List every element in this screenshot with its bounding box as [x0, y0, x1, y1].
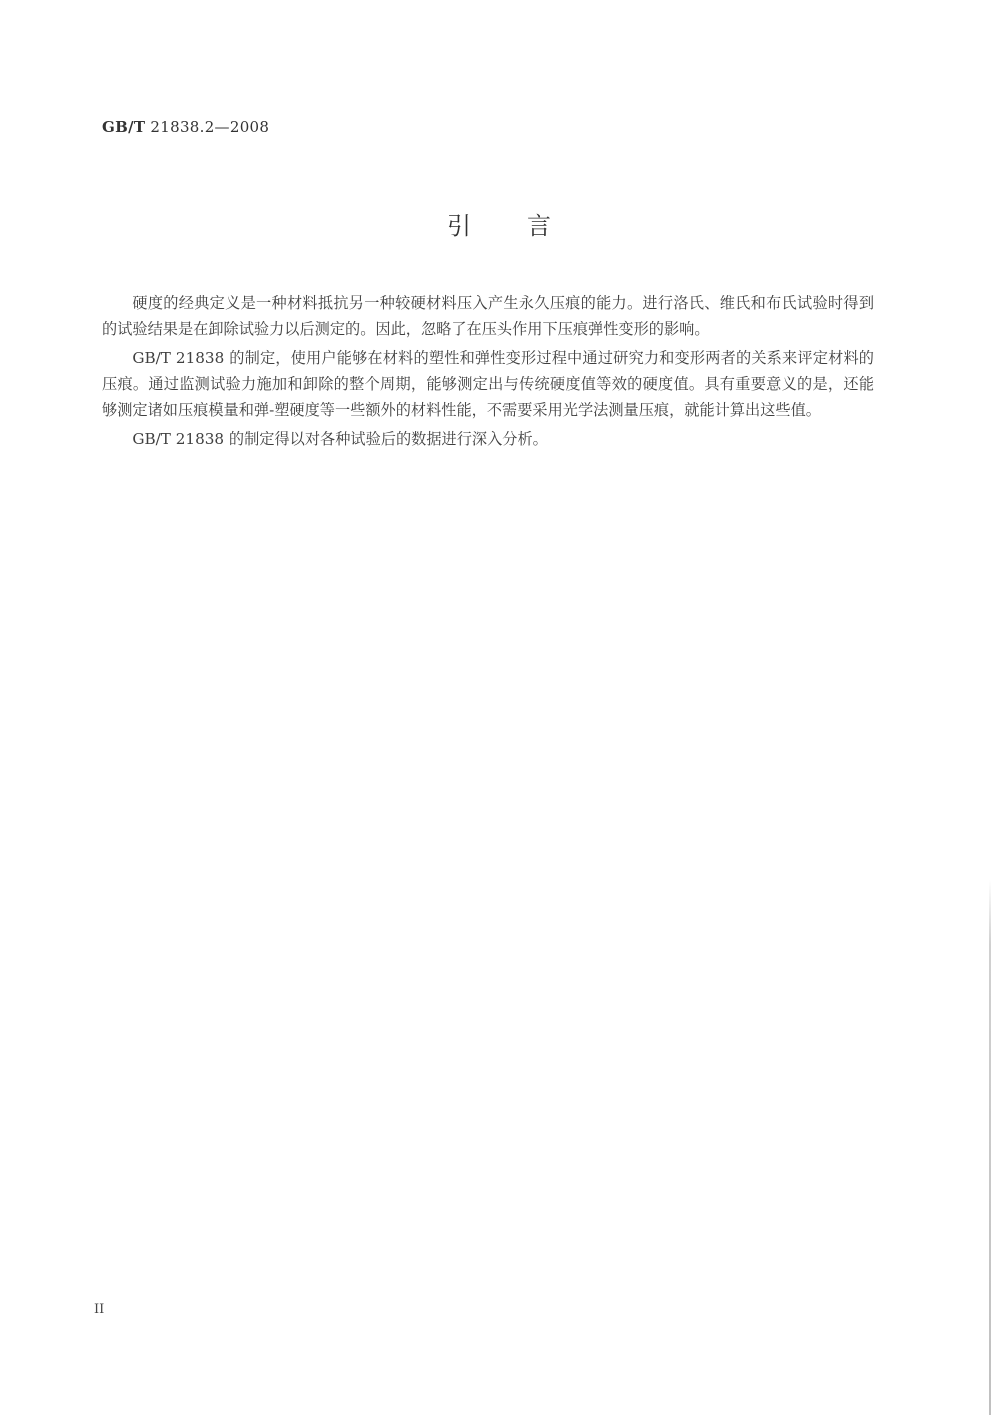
page-number: II — [94, 1302, 105, 1317]
standard-number: 21838.2—2008 — [150, 118, 270, 136]
paragraph: GB/T 21838 的制定得以对各种试验后的数据进行深入分析。 — [132, 430, 548, 448]
paragraph: GB/T 21838 的制定，使用户能够在材料的塑性和弹性变形过程中通过研究力和变形两者的关系来评定材料的压痕。通过监测试验力施加和卸除的整个周期，能够测定出与传统硬度值等效的硬度值。具有重要意义的是，还能够测定诸如压痕模量和弹-塑硬度等一些额外的材料性能，不需要采用光学法测量压痕，就能计算出这些值。 — [102, 349, 874, 419]
page-title: 引言 — [447, 212, 607, 240]
introduction-body — [102, 290, 874, 455]
standard-prefix: GB/T — [102, 118, 146, 136]
paragraph: 硬度的经典定义是一种材料抵抗另一种较硬材料压入产生永久压痕的能力。进行洛氏、维氏和布氏试验时得到的试验结果是在卸除试验力以后测定的。因此，忽略了在压头作用下压痕弹性变形的影响。 — [102, 294, 874, 338]
scan-edge-line — [989, 880, 991, 1415]
standard-header — [102, 118, 269, 136]
